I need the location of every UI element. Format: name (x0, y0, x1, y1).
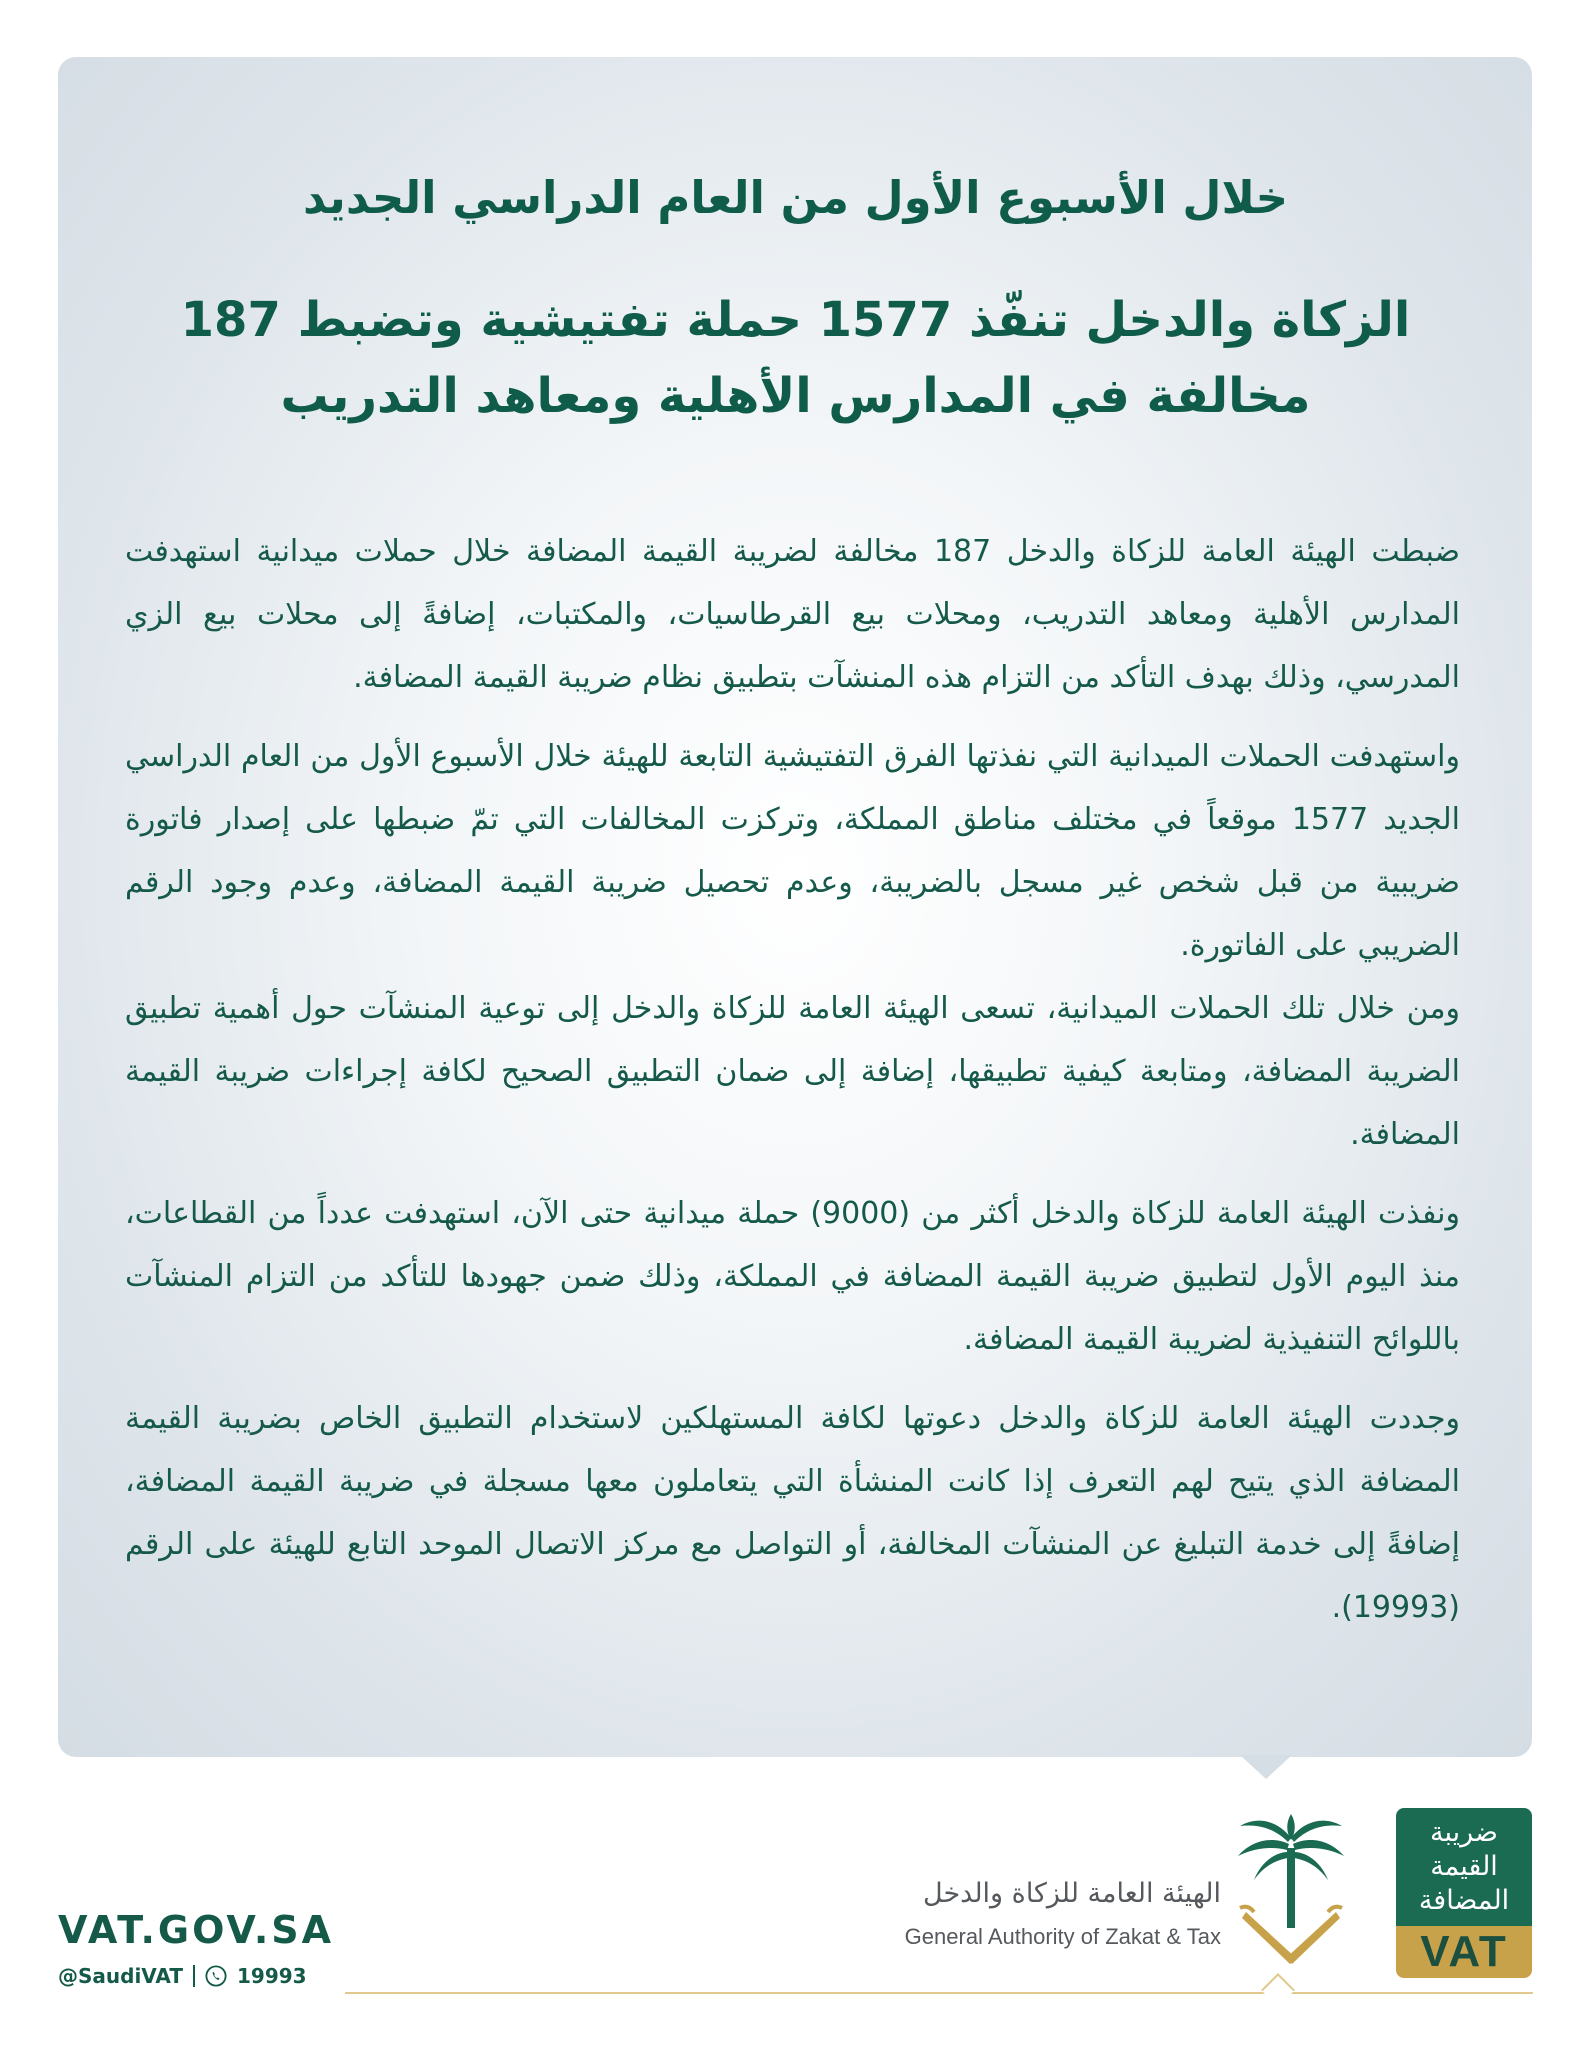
card-pointer (1240, 1755, 1292, 1779)
palm-emblem-logo (1232, 1808, 1350, 1968)
headline-title-line2: مخالفة في المدارس الأهلية ومعاهد التدريب (280, 368, 1311, 424)
paragraph-1: ضبطت الهيئة العامة للزكاة والدخل 187 مخالفة لضريبة القيمة المضافة خلال حملات ميدانية استهدفت المدارس الأهلية ومعاهد التدريب، ومحلات بيع القرطاسيات، والمكتبات، إضافةً إلى محلات بيع الزي المدرسي، وذلك بهدف التأكد من التزام هذه المنشآت بتطبيق نظام ضريبة القيمة المضافة. (125, 534, 1461, 695)
headline-title-line1: الزكاة والدخل تنفّذ 1577 حملة تفتيشية وتضبط 187 (180, 292, 1411, 348)
authority-name-english: General Authority of Zakat & Tax (904, 1924, 1221, 1949)
paragraph-5: وجددت الهيئة العامة للزكاة والدخل دعوتها لكافة المستهلكين لاستخدام التطبيق الخاص بضريبة القيمة المضافة الذي يتيح لهم التعرف إذا كانت المنشأة التي يتعاملون معها مسجلة في ضريبة القيمة المضافة، إضافةً إلى خدمة التبليغ عن المنشآت المخالفة، أو التواصل مع مركز الاتصال الموحد التابع للهيئة على الرقم (19993). (125, 1401, 1460, 1625)
footer-divider-line (345, 1992, 1533, 1994)
social-contact (58, 1964, 307, 1988)
phone-icon (205, 1965, 227, 1987)
footer-notch (1261, 1973, 1295, 2007)
paragraph-2: واستهدفت الحملات الميدانية التي نفذتها الفرق التفتيشية التابعة للهيئة خلال الأسبوع الأول من العام الدراسي الجديد 1577 موقعاً في مختلف مناطق المملكة، وتركزت المخالفات التي تمّ ضبطها على إصدار فاتورة ضريبية من قبل شخص غير مسجل بالضريبة، وعدم تحصيل ضريبة القيمة المضافة، وعدم وجود الرقم الضريبي على الفاتورة. (125, 739, 1460, 963)
article-body (125, 520, 1460, 1655)
vat-brand-logo (1396, 1808, 1532, 1978)
vat-logo-line3: المضافة (1418, 1885, 1510, 1916)
vat-logo-english: VAT (1396, 1926, 1532, 1978)
vat-logo-line2: القيمة (1430, 1851, 1498, 1882)
phone-number[interactable]: 19993 (237, 1964, 307, 1988)
vat-logo-arabic (1396, 1808, 1532, 1926)
paragraph-4: ونفذت الهيئة العامة للزكاة والدخل أكثر من (9000) حملة ميدانية حتى الآن، استهدفت عدداً من القطاعات، منذ اليوم الأول لتطبيق ضريبة القيمة المضافة في المملكة، وذلك ضمن جهودها للتأكد من التزام المنشآت باللوائح التنفيذية لضريبة القيمة المضافة. (125, 1196, 1460, 1357)
divider (193, 1965, 195, 1987)
vat-logo-line1: ضريبة (1430, 1817, 1498, 1848)
twitter-handle[interactable]: @SaudiVAT (58, 1964, 183, 1988)
headline-kicker: خلال الأسبوع الأول من العام الدراسي الجديد (302, 171, 1289, 224)
paragraph-3: ومن خلال تلك الحملات الميدانية، تسعى الهيئة العامة للزكاة والدخل إلى توعية المنشآت حول أهمية تطبيق الضريبة المضافة، ومتابعة كيفية تطبيقها، إضافة إلى ضمان التطبيق الصحيح لكافة إجراءات ضريبة القيمة المضافة. (125, 991, 1460, 1152)
authority-name-arabic: الهيئة العامة للزكاة والدخل (923, 1878, 1221, 1909)
headline-title (120, 282, 1471, 434)
website-link[interactable]: VAT.GOV.SA (58, 1908, 335, 1952)
